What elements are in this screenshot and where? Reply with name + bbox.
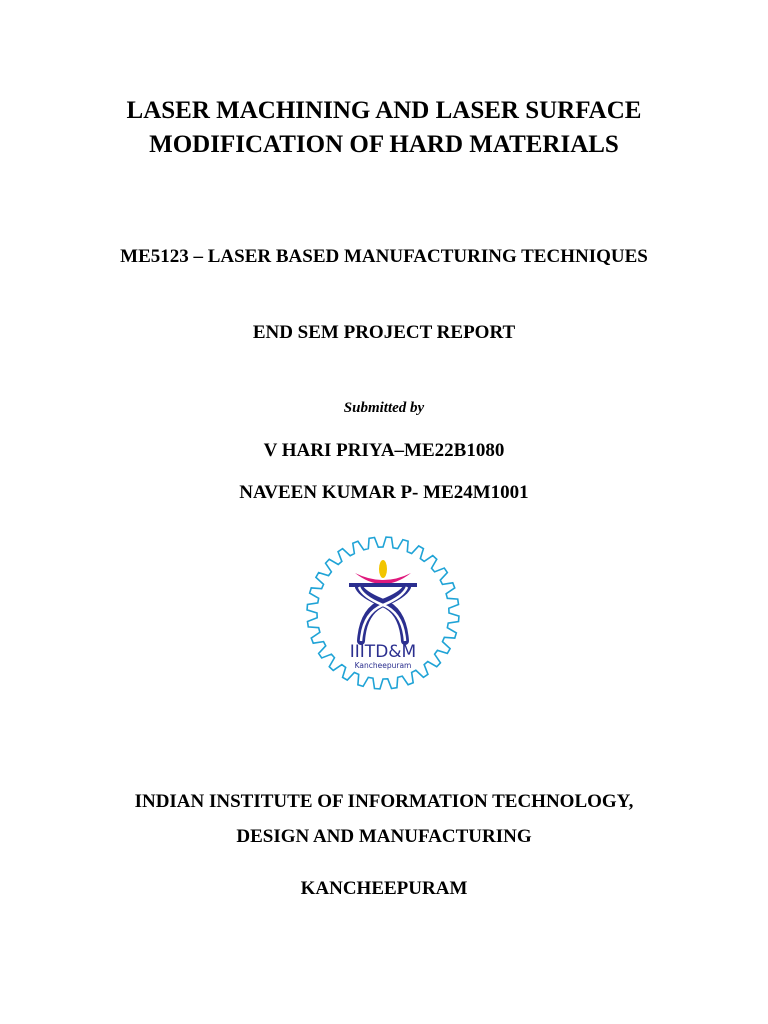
institute-logo — [303, 533, 463, 693]
author-1: V HARI PRIYA–ME22B1080 — [263, 440, 505, 461]
report-type: END SEM PROJECT REPORT — [252, 322, 516, 343]
report-title-line-1: LASER MACHINING AND LASER SURFACE — [126, 97, 642, 124]
logo-main-text: IIITD&M — [349, 642, 417, 662]
arch-figure-icon — [349, 585, 417, 641]
author-2: NAVEEN KUMAR P- ME24M1001 — [239, 482, 529, 503]
logo-sub-text: Kancheepuram — [354, 661, 412, 670]
submitted-by-label: Submitted by — [343, 400, 425, 416]
institute-name-line-2: DESIGN AND MANUFACTURING — [236, 826, 532, 847]
institute-name-line-1: INDIAN INSTITUTE OF INFORMATION TECHNOLOGY, — [134, 791, 634, 812]
flame-shape — [379, 560, 387, 578]
institute-location: KANCHEEPURAM — [300, 878, 468, 899]
report-title-line-2: MODIFICATION OF HARD MATERIALS — [149, 131, 619, 158]
course-name: ME5123 – LASER BASED MANUFACTURING TECHNIQUES — [120, 246, 648, 267]
